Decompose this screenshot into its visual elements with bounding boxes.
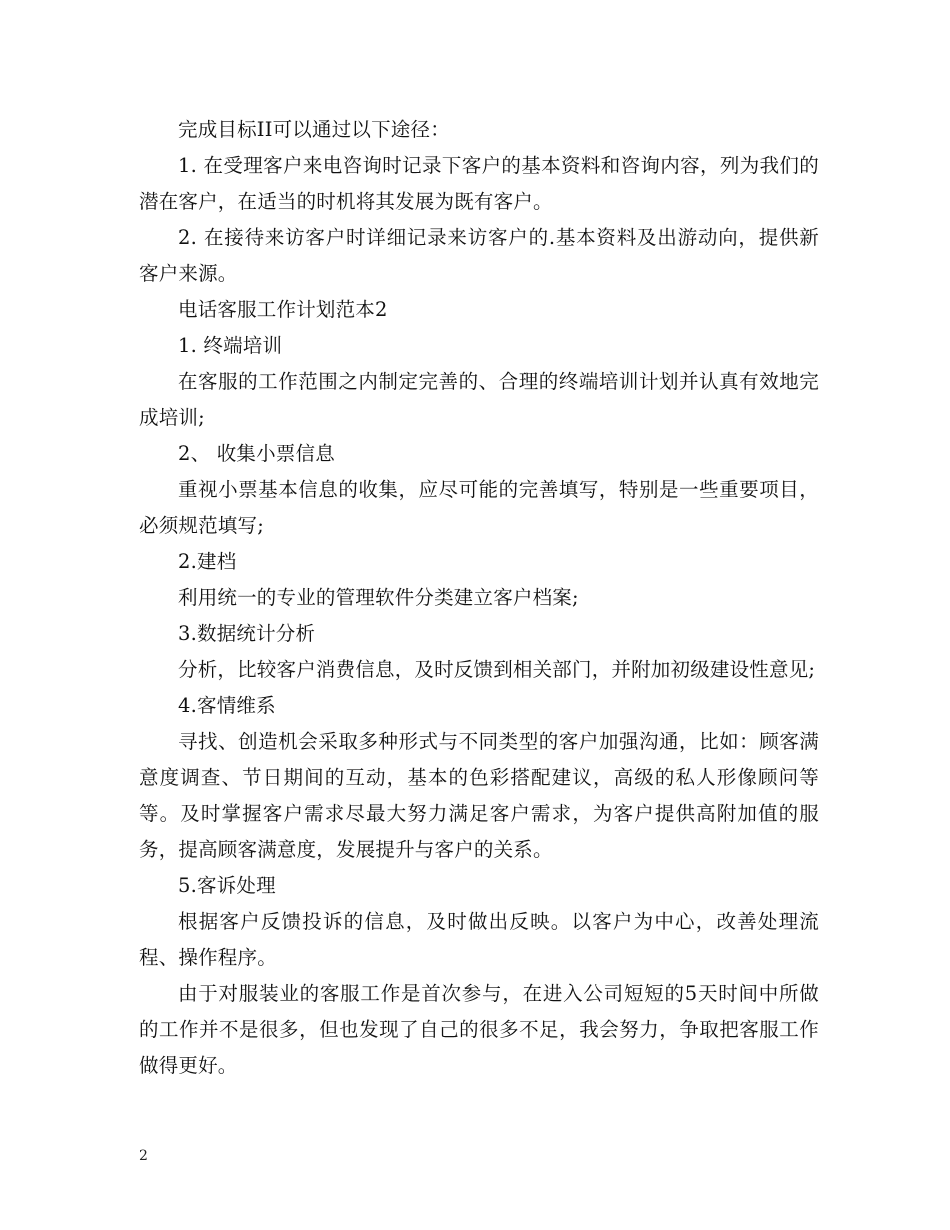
- paragraph-approach-1: 1. 在受理客户来电咨询时记录下客户的基本资料和咨询内容，列为我们的潜在客户，在适当的时机将其发展为既有客户。: [139, 154, 819, 213]
- paragraph-receipt-info: 重视小票基本信息的收集，应尽可能的完善填写，特别是一些重要项目，必须规范填写;: [139, 478, 819, 537]
- paragraph-customer-relations: 寻找、创造机会采取多种形式与不同类型的客户加强沟通，比如：顾客满意度调查、节日期间的互动，基本的色彩搭配建议，高级的私人形像顾问等等。及时掌握客户需求尽最大努力满足客户需求，为客户提供高附加值的服务，提高顾客满意度，发展提升与客户的关系。: [139, 730, 819, 861]
- paragraph-complaint-handling: 根据客户反馈投诉的信息，及时做出反映。以客户为中心，改善处理流程、操作程序。: [139, 910, 819, 969]
- page-number: 2: [139, 1148, 148, 1164]
- item-heading-complaint-handling: 5.客诉处理: [178, 874, 276, 897]
- paragraph-terminal-training: 在客服的工作范围之内制定完善的、合理的终端培训计划并认真有效地完成培训;: [139, 370, 819, 429]
- item-heading-terminal-training: 1. 终端培训: [178, 334, 283, 357]
- paragraph-goal-intro: 完成目标II可以通过以下途径：: [178, 118, 450, 141]
- paragraph-data-analysis: 分析，比较客户消费信息，及时反馈到相关部门，并附加初级建设性意见;: [178, 658, 816, 681]
- item-heading-data-analysis: 3.数据统计分析: [178, 622, 316, 645]
- item-heading-customer-relations: 4.客情维系: [178, 694, 276, 717]
- item-heading-receipt-info: 2、 收集小票信息: [178, 442, 335, 465]
- item-heading-archiving: 2.建档: [178, 550, 237, 573]
- section-heading-plan-2: 电话客服工作计划范本2: [178, 298, 388, 321]
- document-body: [139, 112, 819, 1084]
- paragraph-conclusion: 由于对服装业的客服工作是首次参与，在进入公司短短的5天时间中所做的工作并不是很多，但也发现了自己的很多不足，我会努力，争取把客服工作做得更好。: [139, 982, 819, 1077]
- paragraph-archiving: 利用统一的专业的管理软件分类建立客户档案;: [178, 586, 579, 609]
- paragraph-approach-2: 2. 在接待来访客户时详细记录来访客户的.基本资料及出游动向，提供新客户来源。: [139, 226, 819, 285]
